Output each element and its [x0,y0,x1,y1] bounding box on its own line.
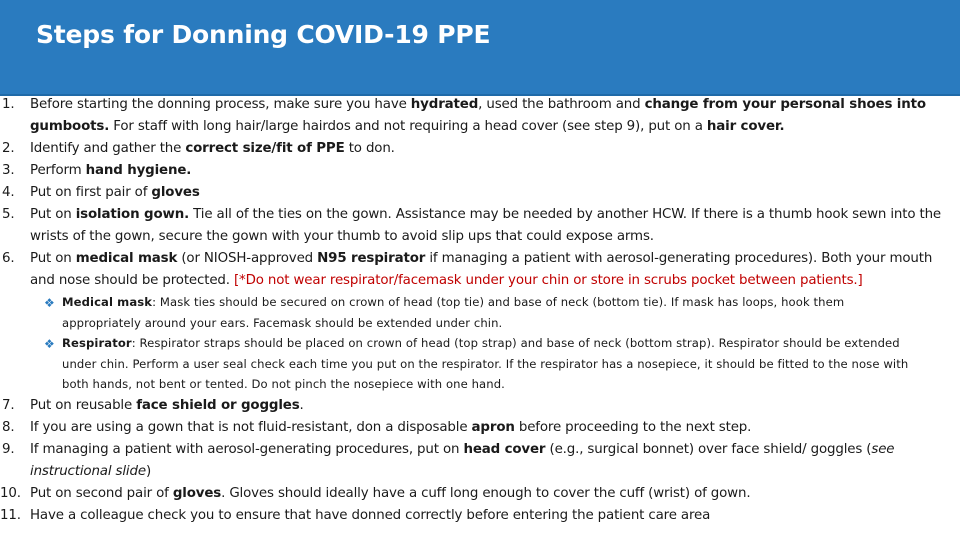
step-text: Put on reusable [30,397,137,413]
step-number: 3. [2,163,15,178]
step-text: see instructional slide [30,441,895,479]
bold-text: isolation gown. [75,207,190,222]
step-item [0,94,960,138]
bold-text: Medical mask [62,295,153,309]
step-text: Perform [30,163,86,178]
step-item [0,395,960,417]
step-item [0,160,960,182]
step-number: 1. [2,97,15,112]
step-text: (or NIOSH-approved [177,251,318,266]
step-item [0,182,960,204]
step-text: Identify and gather the [30,141,186,156]
step-item [0,505,960,527]
diamond-bullet-icon: ❖ [44,296,55,310]
step-text: : Mask ties should be secured on crown of head (top tie) and base of neck (bottom tie). If mask has loops, hook them appropriately around your ears. Facemask should be extended under chin. [62,295,845,330]
step-text: Before starting the donning process, make sure you have [30,97,411,112]
step-text: : Respirator straps should be placed on crown of head (top strap) and base of neck (bottom strap). Respirator should be extended under chin. Perform a user seal check each time you put on the respirator. If the respirator has a nosepiece, it should be fitted to the nose with both hands, not bent or tented. Do not pinch the nosepiece with one hand. [62,336,909,391]
step-number: 7. [2,397,15,413]
steps-list [0,94,960,527]
bold-text: gloves [151,185,200,200]
step-item [0,417,960,439]
bold-text: correct size/fit of PPE [185,141,345,156]
bold-text: hand hygiene. [85,163,192,178]
step-text: . [299,397,304,413]
step-text: to don. [344,141,395,156]
bold-text: face shield or goggles [136,397,300,413]
step-number: 4. [2,185,15,200]
step-text: before proceeding to the next step. [514,419,752,435]
step-text: If you are using a gown that is not fluid-resistant, don a disposable [30,419,472,435]
step-text: Put on second pair of [30,485,173,501]
bold-text: head cover [463,441,546,457]
step-text: Tie all of the ties on the gown. Assistance may be needed by another HCW. If there is a thumb hook sewn into the wrists of the gown, secure the gown with your thumb to avoid slip ups that could expose arms. [30,207,942,244]
step-text: . Gloves should ideally have a cuff long enough to cover the cuff (wrist) of gown. [221,485,751,501]
step-text: ) [145,463,152,479]
bold-text: hair cover. [706,119,785,134]
step-text: , used the bathroom and [478,97,645,112]
mask-sub-bullets [0,292,960,395]
steps-list-part-2 [0,395,960,527]
bold-text: apron [471,419,515,435]
step-number: 6. [2,251,15,266]
step-number: 10. [0,485,21,501]
bold-text: medical mask [75,251,178,266]
step-text: if managing a patient with aerosol-generating procedures). Both your mouth and nose should be protected. [30,251,933,288]
step-text: For staff with long hair/large hairdos and not requiring a head cover (see step 9), put on a [109,119,707,134]
slide-title: Steps for Donning COVID-19 PPE [36,20,491,49]
step-number: 8. [2,419,15,435]
warning-text: [*Do not wear respirator/facemask under your chin or store in scrubs pocket between patients.] [233,273,863,288]
step-item [0,248,960,292]
step-number: 2. [2,141,15,156]
bold-text: hydrated [410,97,479,112]
step-item [0,483,960,505]
step-text: (e.g., surgical bonnet) over face shield/ goggles ( [545,441,872,457]
step-number: 9. [2,441,15,457]
bold-text: Respirator [62,336,132,350]
bold-text: change from your personal shoes into gumboots. [30,97,926,134]
step-text: Put on [30,251,76,266]
step-item [0,204,960,248]
diamond-bullet-icon: ❖ [44,337,55,351]
sub-bullet-item [0,333,960,395]
step-number: 5. [2,207,15,222]
bold-text: gloves [172,485,222,501]
step-item [0,138,960,160]
bold-text: N95 respirator [317,251,426,266]
step-item [0,439,960,483]
sub-bullet-item [0,292,960,333]
step-number: 11. [0,507,21,523]
step-text: Put on [30,207,76,222]
step-text: If managing a patient with aerosol-generating procedures, put on [30,441,464,457]
step-text: Have a colleague check you to ensure that have donned correctly before entering the patient care area [30,507,711,523]
step-text: Put on first pair of [30,185,152,200]
steps-list-part-1 [0,94,960,292]
slide-header [0,0,960,96]
